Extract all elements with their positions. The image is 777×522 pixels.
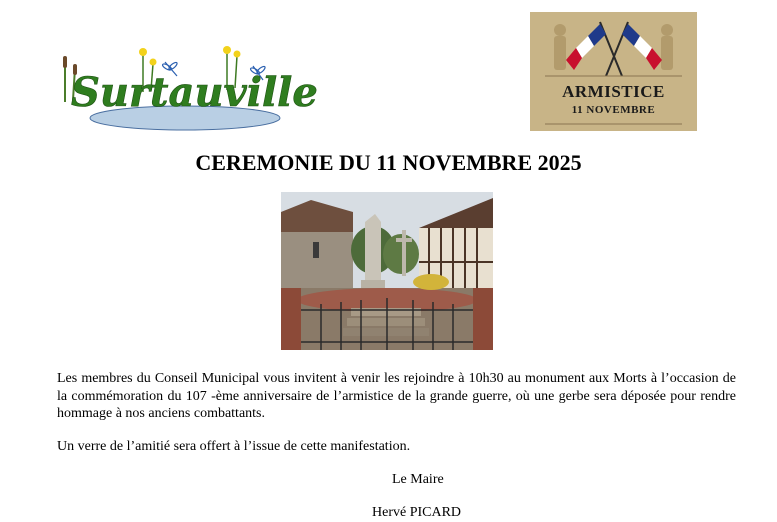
signature-name: Hervé PICARD bbox=[372, 505, 462, 520]
page-title: CEREMONIE DU 11 NOVEMBRE 2025 bbox=[195, 150, 582, 175]
surtauville-logo bbox=[55, 42, 318, 134]
invitation-paragraph: Les membres du Conseil Municipal vous invitent à venir les rejoindre à 10h30 au monument aux Morts à l’occasion de la commémoration du 107 -ème anniversaire de l’armistice de la grande guerre, où une gerbe sera déposée pour rendre hommage à nos anciens combattants. bbox=[57, 371, 736, 421]
war-memorial-photo bbox=[281, 192, 493, 350]
signature-role: Le Maire bbox=[392, 472, 444, 487]
armistice-badge bbox=[530, 12, 697, 131]
reception-paragraph: Un verre de l’amitié sera offert à l’issue de cette manifestation. bbox=[57, 439, 411, 454]
logo-graphic bbox=[55, 42, 318, 134]
memorial-illustration bbox=[281, 192, 493, 350]
logo-text: Surtauville bbox=[71, 69, 318, 116]
armistice-subtitle: 11 NOVEMBRE bbox=[571, 104, 656, 116]
armistice-title: ARMISTICE bbox=[562, 82, 665, 101]
